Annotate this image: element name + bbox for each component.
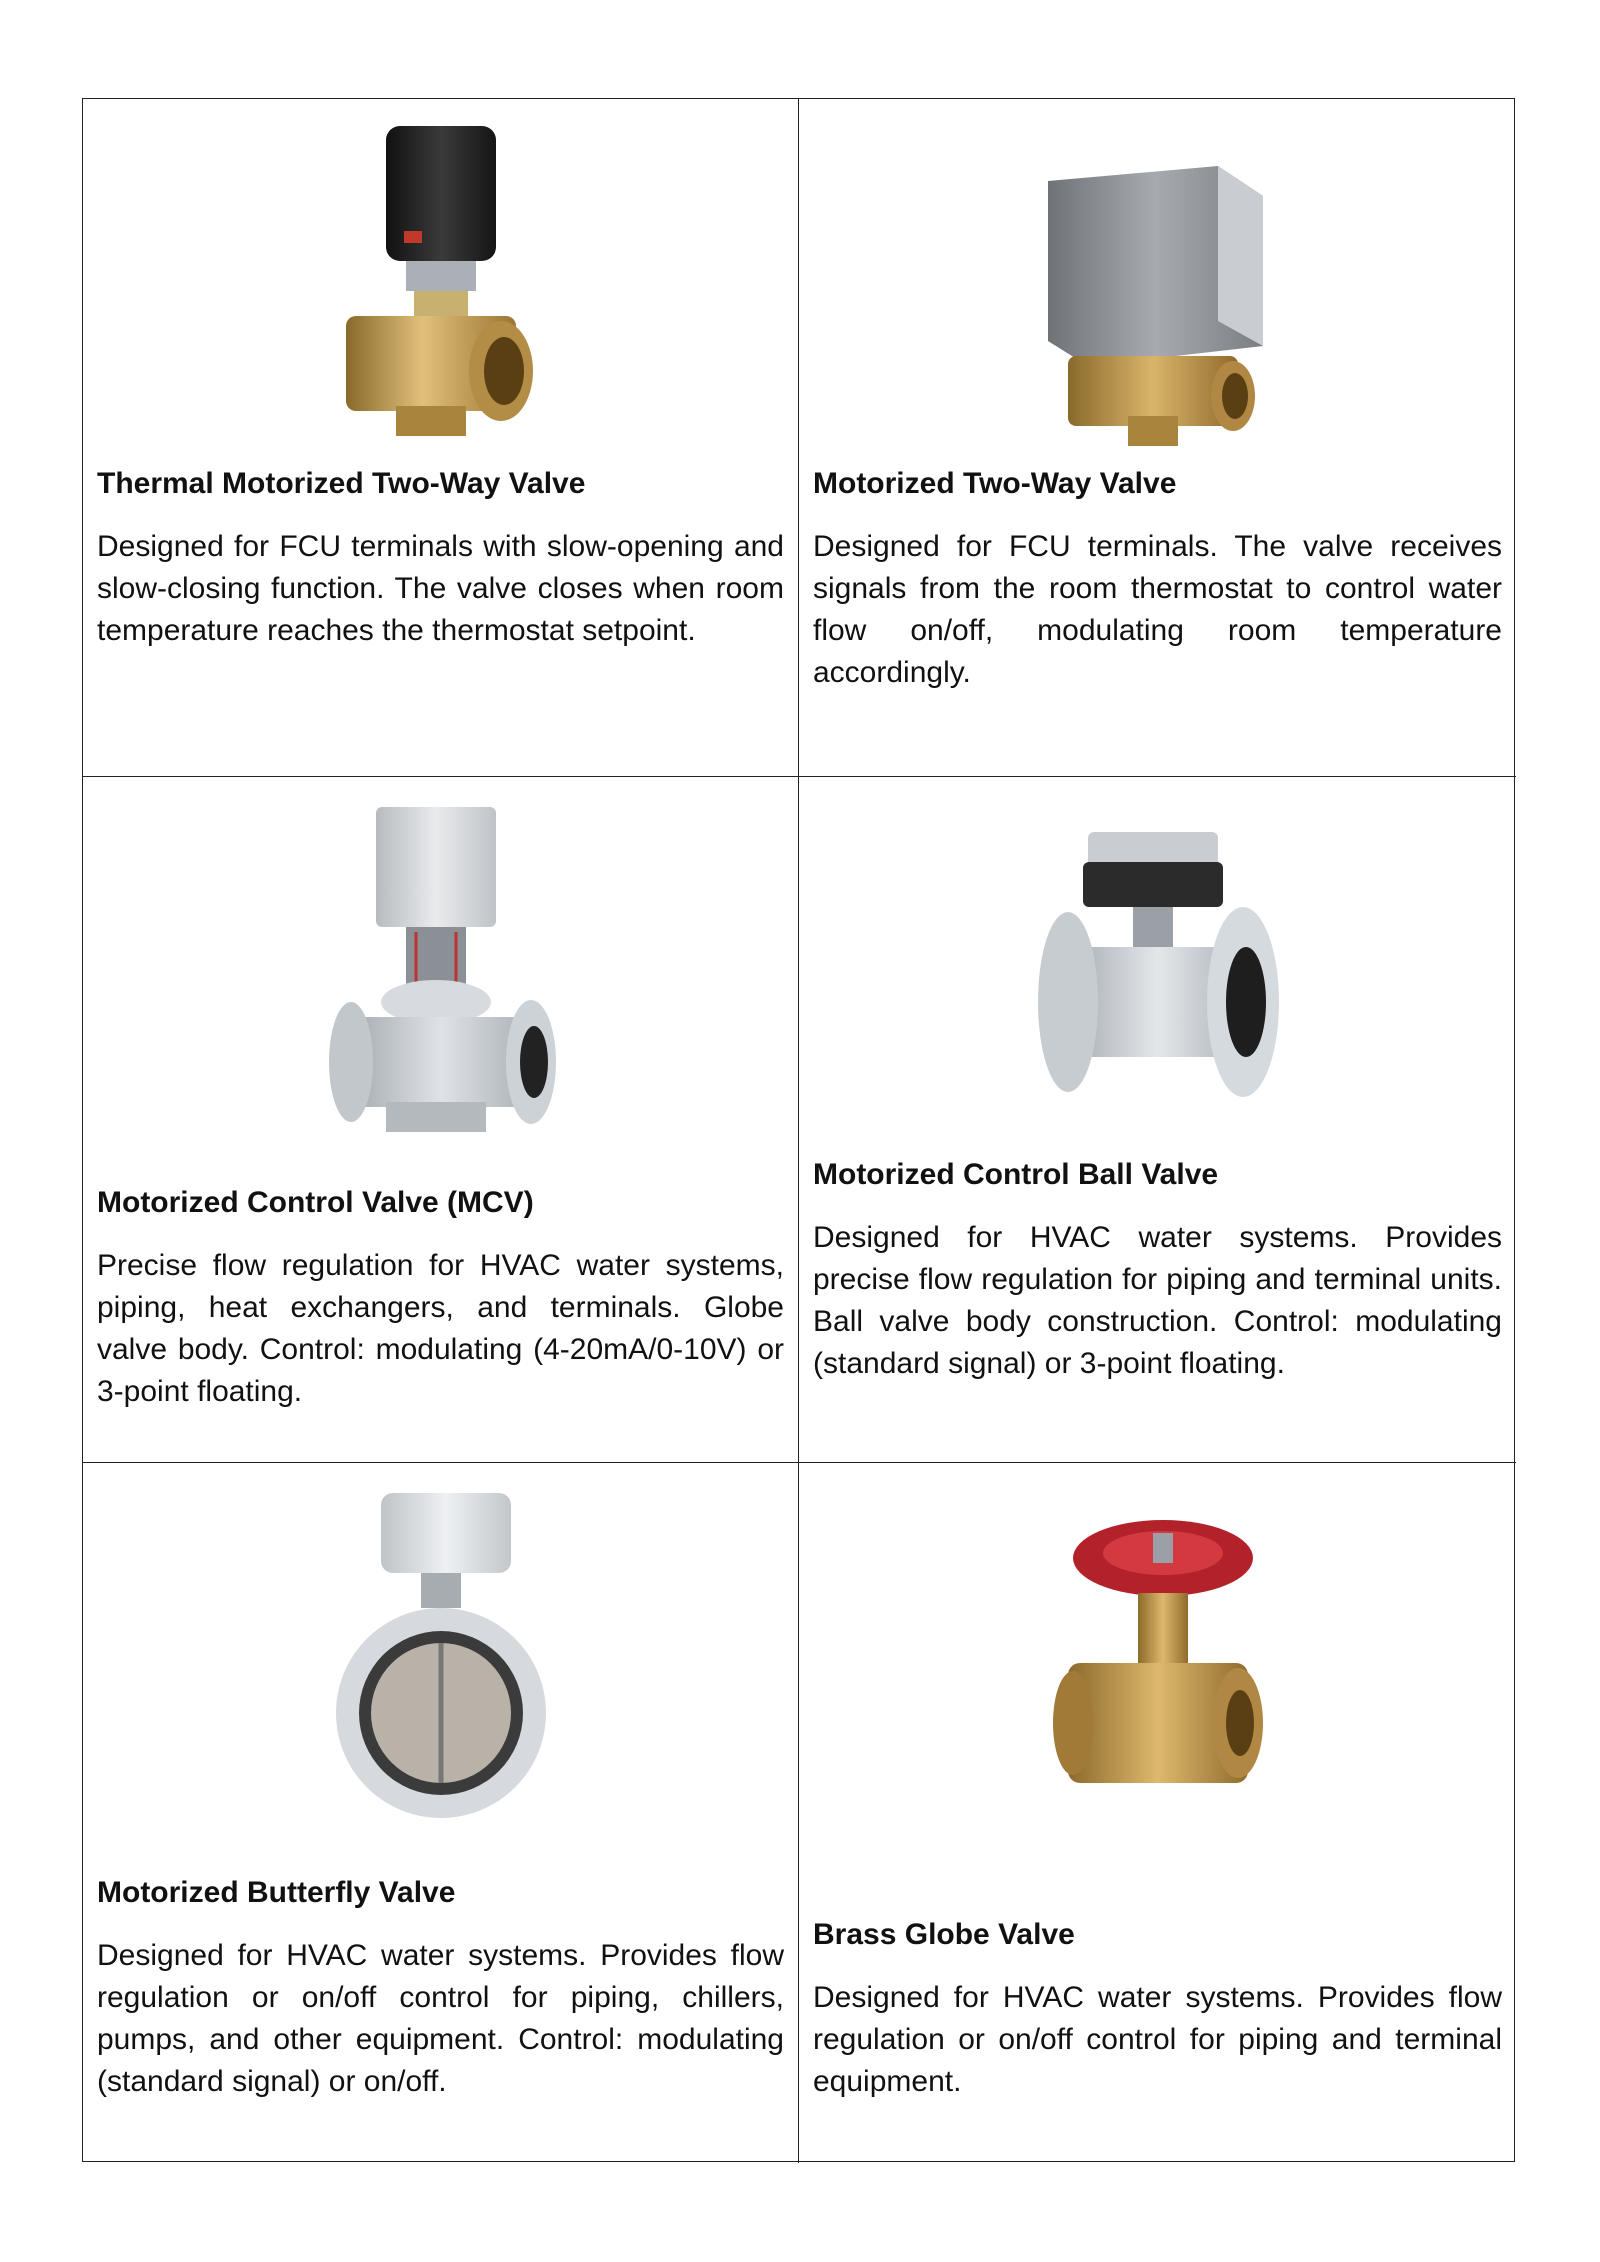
product-table <box>82 98 1515 2162</box>
product-description: Precise flow regulation for HVAC water systems, piping, heat exchangers, and terminals. Globe valve body. Control: modulating (4-20mA/0-10V) or 3-point floating. <box>97 1249 784 1408</box>
product-description: Designed for HVAC water systems. Provides precise flow regulation for piping and terminal units. Ball valve body construction. Control: modulating (standard signal) or 3-point floating. <box>813 1221 1502 1380</box>
product-cell <box>799 99 1516 777</box>
thermal-two-way-valve-photo <box>336 121 546 451</box>
motorized-ball-valve-photo <box>1033 827 1283 1137</box>
product-cell <box>83 777 799 1463</box>
product-title: Motorized Two-Way Valve <box>813 467 1177 500</box>
product-description: Designed for FCU terminals with slow-opening and slow-closing function. The valve closes when room temperature reaches the thermostat setpoint. <box>97 530 784 647</box>
product-cell <box>799 777 1516 1463</box>
brass-globe-valve-photo <box>1048 1513 1268 1843</box>
product-description: Designed for HVAC water systems. Provides flow regulation or on/off control for piping and terminal equipment. <box>813 1981 1502 2098</box>
product-title: Thermal Motorized Two-Way Valve <box>97 467 586 500</box>
product-title: Motorized Control Valve (MCV) <box>97 1186 534 1219</box>
motorized-butterfly-valve-photo <box>331 1488 551 1828</box>
motorized-control-valve-photo <box>321 802 561 1172</box>
motorized-two-way-valve-photo <box>1028 161 1288 451</box>
product-description: Designed for HVAC water systems. Provides flow regulation or on/off control for piping, chillers, pumps, and other equipment. Control: modulating (standard signal) or on/off. <box>97 1939 784 2098</box>
product-cell <box>83 1463 799 2163</box>
product-cell <box>83 99 799 777</box>
product-title: Brass Globe Valve <box>813 1918 1075 1951</box>
product-title: Motorized Control Ball Valve <box>813 1158 1219 1191</box>
product-title: Motorized Butterfly Valve <box>97 1876 456 1909</box>
product-cell <box>799 1463 1516 2163</box>
product-description: Designed for FCU terminals. The valve receives signals from the room thermostat to control water flow on/off, modulating room temperature accordingly. <box>813 530 1502 689</box>
